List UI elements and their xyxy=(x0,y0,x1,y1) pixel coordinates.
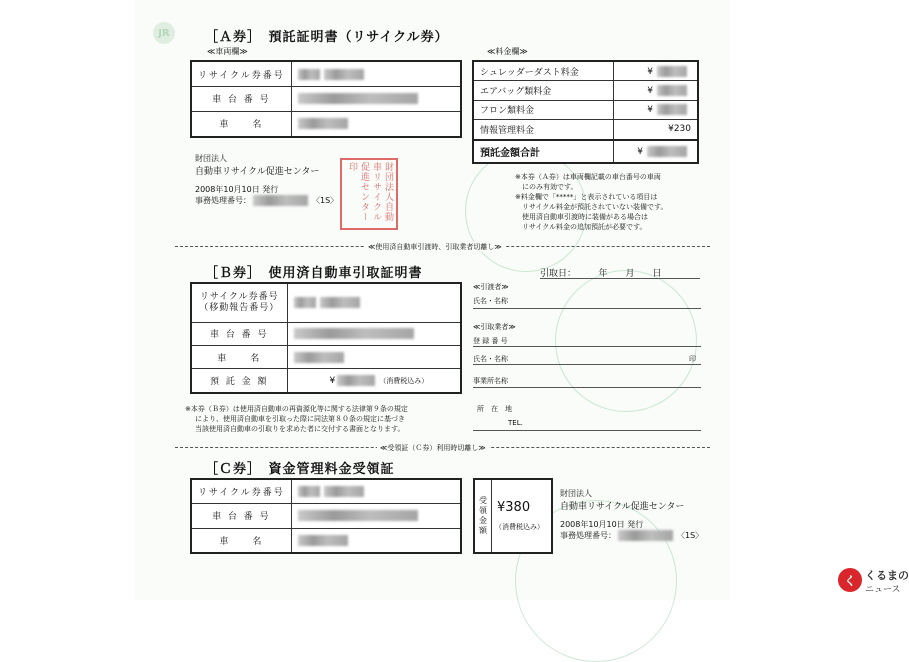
section-b-vehicle-table xyxy=(190,282,462,394)
table-row xyxy=(191,87,461,112)
pickup-date-underline xyxy=(540,278,700,279)
section-a-title: ［Ａ券］ 預託証明書（リサイクル券） xyxy=(205,30,449,45)
redacted-value xyxy=(287,345,461,368)
fee-value: ¥230 xyxy=(613,120,698,140)
fee-column-label: ≪料金欄≫ xyxy=(487,47,528,56)
table-row xyxy=(191,504,461,528)
transferor-name-line xyxy=(473,308,701,309)
issuer-org-label: 財団法人 xyxy=(195,154,227,163)
issue-date: 2008年10月10日 発行 xyxy=(560,520,644,529)
fee-value: ¥ xyxy=(613,81,698,100)
kurumanonews-logo xyxy=(838,564,909,600)
table-row xyxy=(191,61,461,87)
row-label: 車 名 xyxy=(191,345,287,368)
total-label: 預託金額合計 xyxy=(473,140,613,163)
transferor-name-label: 氏名・名称 xyxy=(473,297,508,305)
watermark-logo: JR xyxy=(153,22,175,44)
cut-line-label: ≪使用済自動車引渡時、引取業者切離し≫ xyxy=(365,242,505,252)
receiver-name-label: 氏名・名称 xyxy=(473,355,508,363)
redacted-value xyxy=(291,504,461,528)
row-label: リサイクル券番号 （移動報告番号） xyxy=(191,283,287,322)
row-label: 車 名 xyxy=(191,528,291,553)
fee-label: シュレッダーダスト料金 xyxy=(473,61,613,81)
transferor-label: ≪引渡者≫ xyxy=(473,283,509,291)
redacted-value xyxy=(291,61,461,87)
section-c-title: ［Ｃ券］ 資金管理料金受領証 xyxy=(205,462,395,477)
office-name-line xyxy=(473,387,701,388)
issuer-org-label: 財団法人 xyxy=(560,489,592,498)
pickup-date: 引取日： 年 月 日 xyxy=(540,269,662,279)
received-amount-value: ¥380 xyxy=(497,500,531,515)
received-amount-label: 受領金額 xyxy=(475,480,492,552)
address-line xyxy=(473,430,701,431)
office-number: 事務処理番号： 〈1S〉 xyxy=(560,531,704,540)
office-name-label: 事業所名称 xyxy=(473,377,508,385)
table-row xyxy=(191,369,461,393)
total-row xyxy=(473,140,698,163)
redacted-value xyxy=(291,87,461,112)
issue-date: 2008年10月10日 発行 xyxy=(195,185,279,194)
fee-row xyxy=(473,120,698,140)
section-a-notes: ※本券（Ａ券）は車両欄記載の車台番号の車両 にのみ有効です。 ※料金欄で「*****」と表示されている項目は リサイクル料金が預託されていない装備です。 使用済自動車引渡時に装備がある場合は リサイクル料金の追加預託が必要です。 xyxy=(515,173,668,231)
total-value: ¥ xyxy=(613,140,698,163)
redacted-value xyxy=(287,283,461,322)
address-label: 所 在 地 xyxy=(477,405,512,413)
redacted-value xyxy=(291,111,461,137)
fee-table xyxy=(472,60,699,164)
redacted-value xyxy=(287,322,461,345)
row-label: リサイクル券番号 xyxy=(191,61,291,87)
redacted-value xyxy=(291,528,461,553)
fee-label: エアバッグ類料金 xyxy=(473,81,613,100)
table-row xyxy=(191,345,461,368)
logo-text-top: くるまの xyxy=(865,569,909,582)
seal-mark: 印 xyxy=(689,355,696,363)
receiver-label: ≪引取業者≫ xyxy=(473,323,516,331)
redacted-value xyxy=(291,479,461,504)
fee-label: フロン類料金 xyxy=(473,100,613,119)
received-amount-box xyxy=(473,478,553,554)
fee-row xyxy=(473,100,698,119)
logo-mark-icon: く xyxy=(838,568,862,592)
received-amount-tax-note: （消費税込み） xyxy=(495,523,544,531)
logo-text-bottom: ニュース xyxy=(865,585,901,595)
registration-number-line xyxy=(473,346,701,347)
cut-line-label: ≪受領証（Ｃ券）利用時切離し≫ xyxy=(377,443,489,453)
table-row xyxy=(191,528,461,553)
row-label: 車 台 番 号 xyxy=(191,322,287,345)
row-label: リサイクル券番号 xyxy=(191,479,291,504)
section-c-vehicle-table xyxy=(190,478,462,554)
vehicle-column-label: ≪車両欄≫ xyxy=(207,47,248,56)
fee-row xyxy=(473,81,698,100)
office-number: 事務処理番号： 〈1S〉 xyxy=(195,196,339,205)
section-b-notes: ※本券（Ｂ券）は使用済自動車の再資源化等に関する法律第９条の規定 により、使用済自動車を引取った際に同法第８０条の規定に基づき 当該使用済自動車の引取りを求めた者に交付する書面となります。 xyxy=(185,405,408,433)
fee-value: ¥ xyxy=(613,61,698,81)
guilloche-pattern xyxy=(555,270,697,412)
issuer-org-name: 自動車リサイクル促進センター xyxy=(560,502,685,512)
row-label: 車 台 番 号 xyxy=(191,504,291,528)
official-seal: 財団法人自動車リサイクル促進センター印 xyxy=(340,158,398,230)
fee-value: ¥ xyxy=(613,100,698,119)
deposit-amount: ¥ （消費税込み） xyxy=(287,369,461,393)
row-label: 車 名 xyxy=(191,111,291,137)
table-row xyxy=(191,111,461,137)
registration-number-label: 登 録 番 号 xyxy=(473,337,508,345)
receiver-name-line xyxy=(473,364,701,365)
table-row xyxy=(191,322,461,345)
row-label: 車 台 番 号 xyxy=(191,87,291,112)
recycle-ticket-document xyxy=(135,0,730,600)
table-row xyxy=(191,283,461,322)
tel-label: TEL. xyxy=(508,419,523,427)
section-a-vehicle-table xyxy=(190,60,462,138)
section-b-title: ［Ｂ券］ 使用済自動車引取証明書 xyxy=(205,266,423,281)
row-label: 預 託 金 額 xyxy=(191,369,287,393)
fee-row xyxy=(473,61,698,81)
table-row xyxy=(191,479,461,504)
issuer-org-name: 自動車リサイクル促進センター xyxy=(195,167,320,177)
fee-label: 情報管理料金 xyxy=(473,120,613,140)
